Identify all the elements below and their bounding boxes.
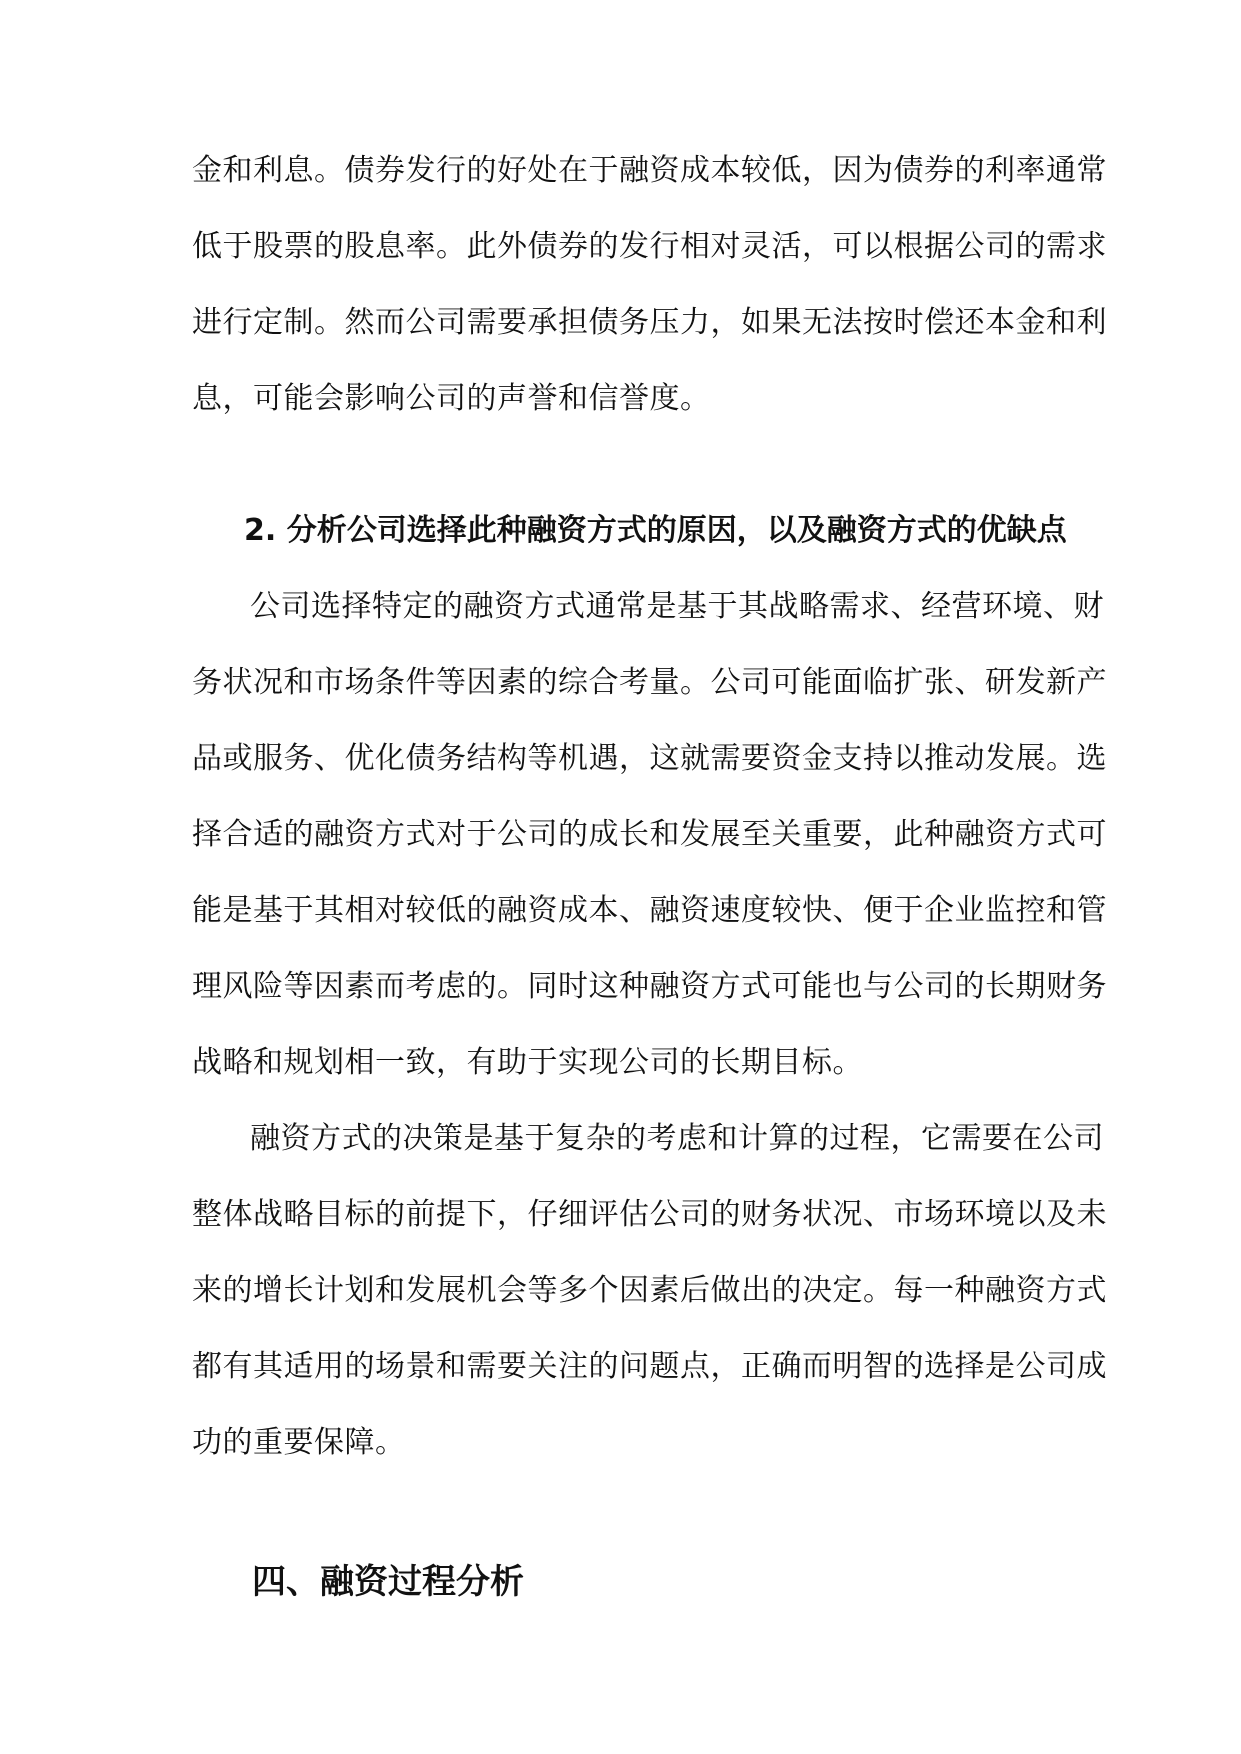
text-line: 务状况和市场条件等因素的综合考量。公司可能面临扩张、研发新产 <box>192 665 1107 700</box>
text-line: 低于股票的股息率。此外债券的发行相对灵活，可以根据公司的需求 <box>192 229 1107 264</box>
text-line: 金和利息。债券发行的好处在于融资成本较低，因为债券的利率通常 <box>192 153 1107 188</box>
text-line: 息，可能会影响公司的声誉和信誉度。 <box>192 381 711 416</box>
text-line: 进行定制。然而公司需要承担债务压力，如果无法按时偿还本金和利 <box>192 305 1107 340</box>
paragraph-decision <box>192 1108 1107 1488</box>
text-line: 能是基于其相对较低的融资成本、融资速度较快、便于企业监控和管 <box>192 893 1107 928</box>
section-heading: 四、融资过程分析 <box>252 1562 524 1602</box>
text-line: 战略和规划相一致，有助于实现公司的长期目标。 <box>192 1045 863 1080</box>
spacer <box>192 444 1054 500</box>
text-line: 来的增长计划和发展机会等多个因素后做出的决定。每一种融资方式 <box>192 1273 1107 1308</box>
subsection-heading: 2. 分析公司选择此种融资方式的原因，以及融资方式的优缺点 <box>244 513 1067 548</box>
text-line: 理风险等因素而考虑的。同时这种融资方式可能也与公司的长期财务 <box>192 969 1107 1004</box>
paragraph-continued <box>192 140 1107 444</box>
paragraph-reasons <box>192 576 1107 1108</box>
document-body <box>192 140 1107 1614</box>
text-line: 品或服务、优化债务结构等机遇，这就需要资金支持以推动发展。选 <box>192 741 1107 776</box>
text-line: 融资方式的决策是基于复杂的考虑和计算的过程，它需要在公司 <box>250 1121 1104 1156</box>
text-line: 功的重要保障。 <box>192 1425 406 1460</box>
text-line: 公司选择特定的融资方式通常是基于其战略需求、经营环境、财 <box>250 589 1104 624</box>
spacer <box>192 1488 1054 1550</box>
text-line: 都有其适用的场景和需要关注的问题点，正确而明智的选择是公司成 <box>192 1349 1107 1384</box>
text-line: 整体战略目标的前提下，仔细评估公司的财务状况、市场环境以及未 <box>192 1197 1107 1232</box>
text-line: 择合适的融资方式对于公司的成长和发展至关重要，此种融资方式可 <box>192 817 1107 852</box>
